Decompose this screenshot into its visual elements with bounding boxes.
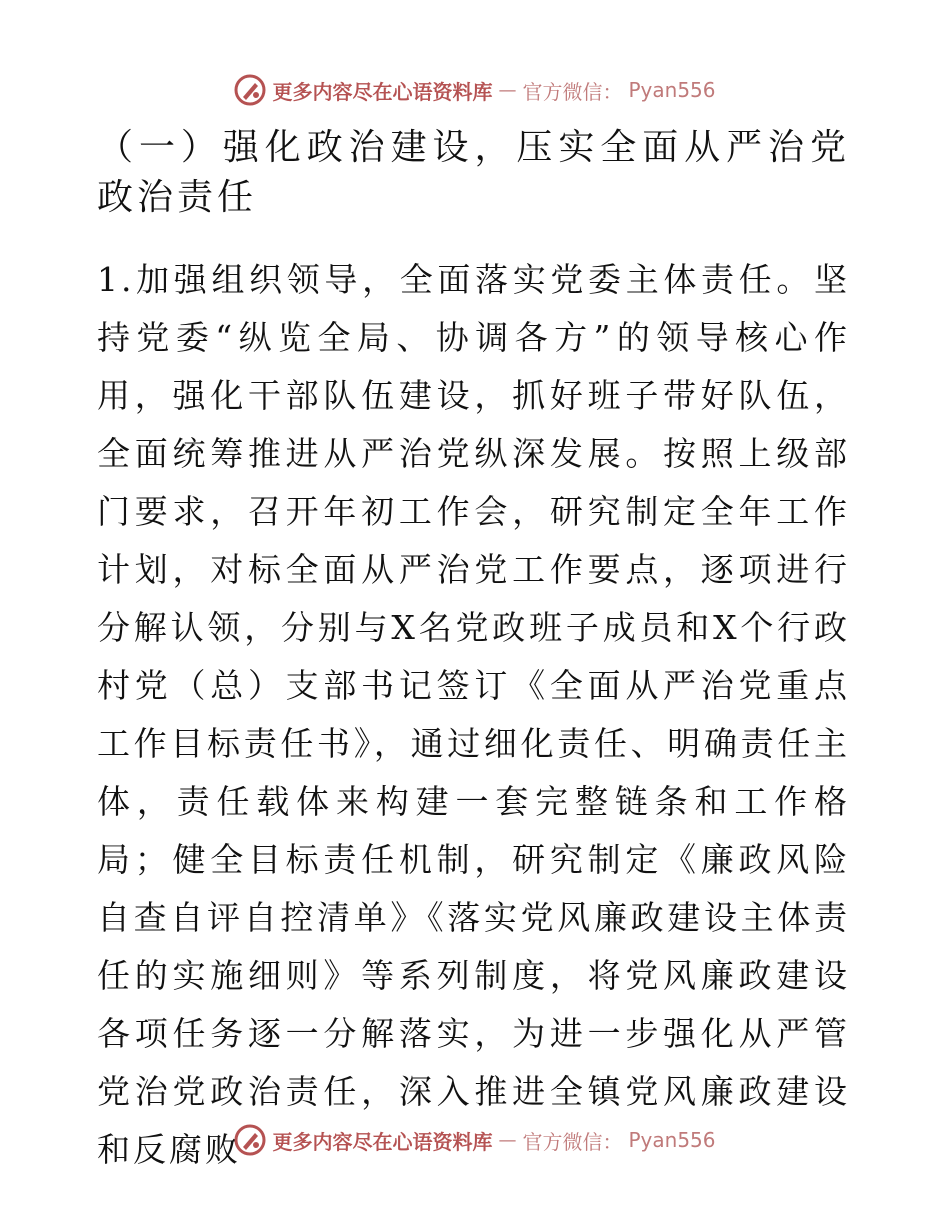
body-paragraph: 1.加强组织领导，全面落实党委主体责任。坚持党委“纵览全局、协调各方”的领导核心作用，强化干部队伍建设，抓好班子带好队伍，全面统筹推进从严治党纵深发展。按照上级部门要求，召开年初工作会，研究制定全年工作计划，对标全面从严治党工作要点，逐项进行分解认领，分别与X名党政班子成员和X个行政村党（总）支部书记签订《全面从严治党重点工作目标责任书》，通过细化责任、明确责任主体，责任载体来构建一套完整链条和工作格局；健全目标责任机制，研究制定《廉政风险自查自评自控清单》《落实党风廉政建设主体责任的实施细则》等系列制度，将党风廉政建设各项任务逐一分解落实，为进一步强化从严管党治党政治责任，深入推进全镇党风廉政建设和反腐败 [97,260,850,1169]
document-body [97,123,850,1179]
watermark-dash: — [498,1129,517,1151]
watermark-brand-text: 更多内容尽在心语资料库 [272,1129,493,1154]
header-watermark-banner [0,70,950,110]
pen-logo-icon [234,74,266,106]
footer-watermark-banner [0,1120,950,1160]
watermark-wechat-id: Pyan556 [628,78,716,102]
section-heading: （一）强化政治建设，压实全面从严治党政治责任 [97,127,850,218]
watermark-wechat-label: 官方微信： [522,79,623,104]
watermark-wechat-label: 官方微信： [522,1129,623,1154]
pen-logo-icon [234,1124,266,1156]
watermark-dash: — [498,79,517,101]
watermark-brand-text: 更多内容尽在心语资料库 [272,79,493,104]
watermark-wechat-id: Pyan556 [628,1128,716,1152]
